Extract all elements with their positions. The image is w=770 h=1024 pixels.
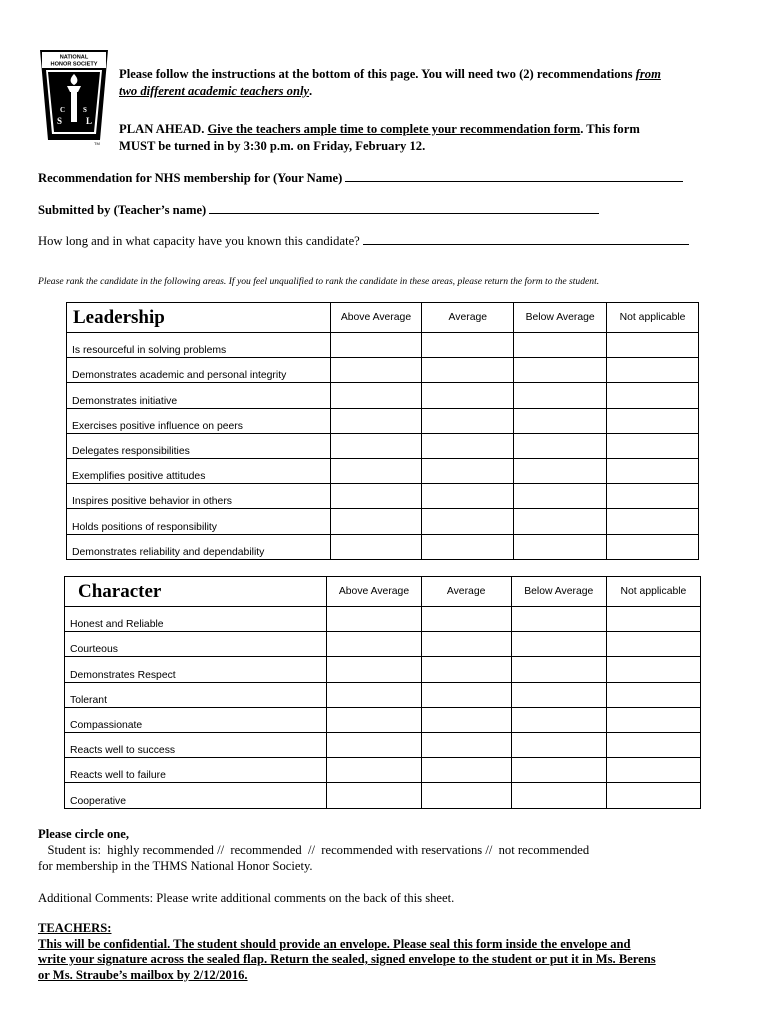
- nhs-logo: [34, 46, 114, 146]
- leadership-rating-above-average[interactable]: [330, 433, 422, 458]
- character-rating-average[interactable]: [421, 632, 511, 657]
- teacher-name-line[interactable]: [209, 202, 599, 214]
- leadership-criterion: Demonstrates reliability and dependability: [67, 534, 331, 559]
- teachers-heading: TEACHERS:: [38, 921, 112, 935]
- character-criterion: Demonstrates Respect: [65, 657, 327, 682]
- leadership-rating-average[interactable]: [422, 509, 514, 534]
- col-below-average: Below Average: [511, 577, 606, 607]
- leadership-rating-above-average[interactable]: [330, 458, 422, 483]
- plan-deadline: MUST be turned in by 3:30 p.m. on Friday, February 12.: [119, 139, 426, 153]
- character-rating-above-average[interactable]: [327, 783, 421, 808]
- leadership-rating-below-average[interactable]: [514, 358, 607, 383]
- leadership-rating-below-average[interactable]: [514, 433, 607, 458]
- leadership-rating-not-applicable[interactable]: [607, 534, 699, 559]
- capacity-field: [38, 233, 689, 249]
- character-rating-not-applicable[interactable]: [606, 707, 700, 732]
- character-rating-below-average[interactable]: [511, 783, 606, 808]
- teacher-name-field: [38, 202, 599, 218]
- recommendation-section: [38, 826, 738, 874]
- plan-ahead: PLAN AHEAD. Give the teachers ample time to complete your recommendation form. This form MUST be turned in by 3:30 p.m. on Friday, February 12.: [119, 122, 640, 153]
- character-row: [65, 758, 701, 783]
- leadership-rating-below-average[interactable]: [514, 509, 607, 534]
- leadership-rating-not-applicable[interactable]: [607, 484, 699, 509]
- leadership-rating-above-average[interactable]: [330, 408, 422, 433]
- character-rating-above-average[interactable]: [327, 758, 421, 783]
- teachers-section: [38, 921, 738, 983]
- additional-comments: Additional Comments: Please write additional comments on the back of this sheet.: [38, 891, 455, 905]
- leadership-rating-not-applicable[interactable]: [607, 509, 699, 534]
- leadership-rating-above-average[interactable]: [330, 333, 422, 358]
- character-rating-above-average[interactable]: [327, 632, 421, 657]
- leadership-rating-average[interactable]: [422, 383, 514, 408]
- character-rating-not-applicable[interactable]: [606, 657, 700, 682]
- character-rating-not-applicable[interactable]: [606, 632, 700, 657]
- character-rating-below-average[interactable]: [511, 707, 606, 732]
- logo-tm: TM: [94, 141, 100, 146]
- your-name-line[interactable]: [345, 170, 683, 182]
- character-rating-above-average[interactable]: [327, 732, 421, 757]
- rank-note: Please rank the candidate in the following areas. If you feel unqualified to rank the candidate in these areas, please return the form to the student.: [38, 276, 600, 287]
- svg-text:L: L: [86, 116, 93, 126]
- leadership-rating-not-applicable[interactable]: [607, 408, 699, 433]
- leadership-criterion: Is resourceful in solving problems: [67, 333, 331, 358]
- intro-instructions: Please follow the instructions at the bottom of this page. You will need two (2) recommendations from two different academic teachers only.: [119, 67, 661, 98]
- svg-text:S: S: [83, 106, 87, 114]
- col-not-applicable: Not applicable: [607, 303, 699, 333]
- character-rating-above-average[interactable]: [327, 607, 421, 632]
- leadership-row: [67, 534, 699, 559]
- character-rating-not-applicable[interactable]: [606, 682, 700, 707]
- character-rating-average[interactable]: [421, 783, 511, 808]
- membership-line: for membership in the THMS National Honor Society.: [38, 859, 313, 873]
- leadership-rating-above-average[interactable]: [330, 484, 422, 509]
- leadership-rating-average[interactable]: [422, 408, 514, 433]
- leadership-rating-not-applicable[interactable]: [607, 333, 699, 358]
- character-criterion: Courteous: [65, 632, 327, 657]
- character-rating-average[interactable]: [421, 657, 511, 682]
- character-rating-not-applicable[interactable]: [606, 758, 700, 783]
- character-rating-average[interactable]: [421, 682, 511, 707]
- svg-text:S: S: [57, 116, 63, 126]
- leadership-criterion: Demonstrates academic and personal integrity: [67, 358, 331, 383]
- leadership-rating-above-average[interactable]: [330, 383, 422, 408]
- teachers-line1: This will be confidential. The student should provide an envelope. Please seal this form inside the envelope and: [38, 936, 631, 951]
- intro-line1: Please follow the instructions at the bottom of this page. You will need two (2) recommendations: [119, 67, 636, 81]
- leadership-rating-not-applicable[interactable]: [607, 458, 699, 483]
- character-rating-above-average[interactable]: [327, 657, 421, 682]
- character-rating-below-average[interactable]: [511, 607, 606, 632]
- leadership-row: [67, 358, 699, 383]
- teacher-name-label: Submitted by (Teacher’s name): [38, 203, 210, 217]
- leadership-criterion: Demonstrates initiative: [67, 383, 331, 408]
- leadership-rating-average[interactable]: [422, 534, 514, 559]
- col-above-average: Above Average: [327, 577, 421, 607]
- character-criterion: Cooperative: [65, 783, 327, 808]
- character-rating-not-applicable[interactable]: [606, 783, 700, 808]
- character-rating-below-average[interactable]: [511, 632, 606, 657]
- character-rating-average[interactable]: [421, 732, 511, 757]
- leadership-row: [67, 484, 699, 509]
- character-row: [65, 682, 701, 707]
- character-title: Character: [65, 577, 327, 607]
- leadership-row: [67, 433, 699, 458]
- leadership-rating-average[interactable]: [422, 333, 514, 358]
- character-row: [65, 783, 701, 808]
- leadership-criterion: Exercises positive influence on peers: [67, 408, 331, 433]
- character-table: [64, 576, 701, 809]
- col-not-applicable: Not applicable: [606, 577, 700, 607]
- character-rating-above-average[interactable]: [327, 707, 421, 732]
- leadership-rating-average[interactable]: [422, 358, 514, 383]
- character-criterion: Honest and Reliable: [65, 607, 327, 632]
- leadership-table: [66, 302, 699, 560]
- leadership-title: Leadership: [67, 303, 331, 333]
- character-rating-average[interactable]: [421, 607, 511, 632]
- leadership-rating-below-average[interactable]: [514, 458, 607, 483]
- leadership-rating-below-average[interactable]: [514, 333, 607, 358]
- your-name-label: Recommendation for NHS membership for (Your Name): [38, 171, 346, 185]
- plan-underlined: Give the teachers ample time to complete your recommendation form: [207, 122, 581, 136]
- leadership-rating-below-average[interactable]: [514, 534, 607, 559]
- character-rating-not-applicable[interactable]: [606, 732, 700, 757]
- leadership-row: [67, 408, 699, 433]
- character-rating-below-average[interactable]: [511, 732, 606, 757]
- leadership-rating-below-average[interactable]: [514, 408, 607, 433]
- character-rating-average[interactable]: [421, 707, 511, 732]
- leadership-criterion: Inspires positive behavior in others: [67, 484, 331, 509]
- leadership-rating-not-applicable[interactable]: [607, 358, 699, 383]
- character-row: [65, 657, 701, 682]
- leadership-rating-above-average[interactable]: [330, 534, 422, 559]
- leadership-rating-above-average[interactable]: [330, 358, 422, 383]
- capacity-label: How long and in what capacity have you known this candidate?: [38, 234, 363, 248]
- leadership-row: [67, 509, 699, 534]
- plan-lead: PLAN AHEAD.: [119, 122, 208, 136]
- col-below-average: Below Average: [514, 303, 607, 333]
- leadership-rating-not-applicable[interactable]: [607, 433, 699, 458]
- character-criterion: Tolerant: [65, 682, 327, 707]
- logo-text-1: NATIONAL: [59, 54, 89, 61]
- character-rating-below-average[interactable]: [511, 758, 606, 783]
- character-row: [65, 607, 701, 632]
- character-rating-not-applicable[interactable]: [606, 607, 700, 632]
- logo-text-2: HONOR SOCIETY: [50, 61, 98, 68]
- leadership-rating-average[interactable]: [422, 433, 514, 458]
- character-rating-below-average[interactable]: [511, 657, 606, 682]
- character-criterion: Reacts well to failure: [65, 758, 327, 783]
- leadership-row: [67, 333, 699, 358]
- leadership-row: [67, 383, 699, 408]
- leadership-rating-average[interactable]: [422, 458, 514, 483]
- col-average: Average: [421, 577, 511, 607]
- intro-from: from: [635, 67, 661, 81]
- leadership-rating-below-average[interactable]: [514, 484, 607, 509]
- leadership-criterion: Exemplifies positive attitudes: [67, 458, 331, 483]
- svg-text:C: C: [60, 106, 66, 114]
- leadership-row: [67, 458, 699, 483]
- character-rating-above-average[interactable]: [327, 682, 421, 707]
- leadership-rating-average[interactable]: [422, 484, 514, 509]
- col-average: Average: [422, 303, 514, 333]
- leadership-rating-below-average[interactable]: [514, 383, 607, 408]
- leadership-criterion: Holds positions of responsibility: [67, 509, 331, 534]
- character-row: [65, 632, 701, 657]
- recommendation-options[interactable]: Student is: highly recommended // recommended // recommended with reservations // not recommended: [38, 843, 590, 857]
- character-rating-below-average[interactable]: [511, 682, 606, 707]
- teachers-line2: write your signature across the sealed flap. Return the sealed, signed envelope to the student or put it in Ms. Berens: [38, 952, 656, 966]
- leadership-criterion: Delegates responsibilities: [67, 433, 331, 458]
- character-rating-average[interactable]: [421, 758, 511, 783]
- character-row: [65, 732, 701, 757]
- leadership-rating-above-average[interactable]: [330, 509, 422, 534]
- character-criterion: Compassionate: [65, 707, 327, 732]
- leadership-rating-not-applicable[interactable]: [607, 383, 699, 408]
- character-criterion: Reacts well to success: [65, 732, 327, 757]
- intro-teachers-only: two different academic teachers only: [119, 84, 310, 98]
- capacity-line[interactable]: [363, 233, 689, 245]
- your-name-field: [38, 170, 683, 186]
- teachers-line3: or Ms. Straube’s mailbox by 2/12/2016.: [38, 967, 248, 982]
- circle-heading: Please circle one,: [38, 827, 130, 841]
- character-row: [65, 707, 701, 732]
- col-above-average: Above Average: [330, 303, 422, 333]
